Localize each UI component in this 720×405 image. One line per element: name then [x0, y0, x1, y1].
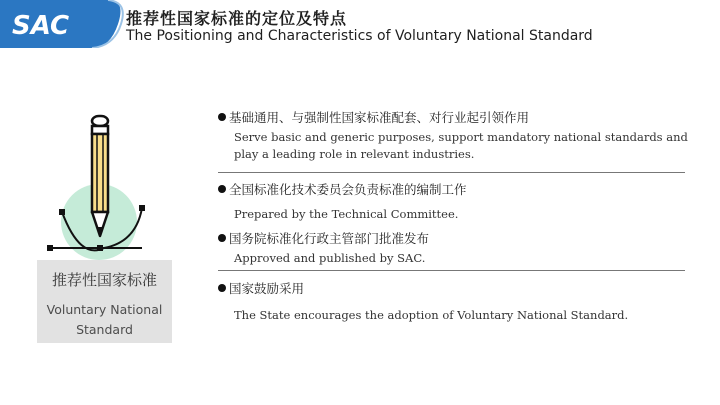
sac-logo	[0, 0, 130, 48]
feature-zh: 全国标准化技术委员会负责标准的编制工作	[218, 182, 690, 198]
card-title-en: Voluntary National Standard	[46, 302, 163, 337]
page-title: 推荐性国家标准的定位及特点	[126, 9, 348, 28]
bullet-icon	[218, 113, 226, 121]
feature-en: The State encourages the adoption of Voluntary National Standard.	[234, 308, 629, 322]
pencil-icon	[92, 116, 108, 236]
page-subtitle: The Positioning and Characteristics of Voluntary National Standard	[126, 28, 593, 44]
feature-item	[218, 281, 690, 324]
logo-text: SAC	[12, 11, 70, 41]
header	[0, 0, 720, 52]
feature-zh: 国家鼓励采用	[218, 281, 690, 297]
anchor-point	[59, 209, 65, 215]
feature-zh: 国务院标准化行政主管部门批准发布	[218, 231, 690, 247]
feature-item	[218, 182, 690, 223]
feature-item	[218, 231, 690, 267]
standard-card	[37, 260, 172, 343]
anchor-point	[97, 245, 103, 251]
feature-en: Prepared by the Technical Committee.	[234, 207, 459, 221]
divider	[218, 172, 685, 173]
feature-zh: 基础通用、与强制性国家标准配套、对行业起引领作用	[218, 110, 690, 126]
anchor-point	[47, 245, 53, 251]
feature-en: Approved and published by SAC.	[234, 251, 426, 265]
pencil-illustration	[36, 110, 176, 260]
anchor-point	[139, 205, 145, 211]
bullet-icon	[218, 185, 226, 193]
feature-en: Serve basic and generic purposes, support mandatory national standards and play a leading role in relevant industries.	[234, 130, 688, 161]
card-title-zh: 推荐性国家标准	[51, 271, 157, 289]
feature-item	[218, 110, 690, 163]
bullet-icon	[218, 284, 226, 292]
bullet-icon	[218, 234, 226, 242]
divider	[218, 270, 685, 271]
